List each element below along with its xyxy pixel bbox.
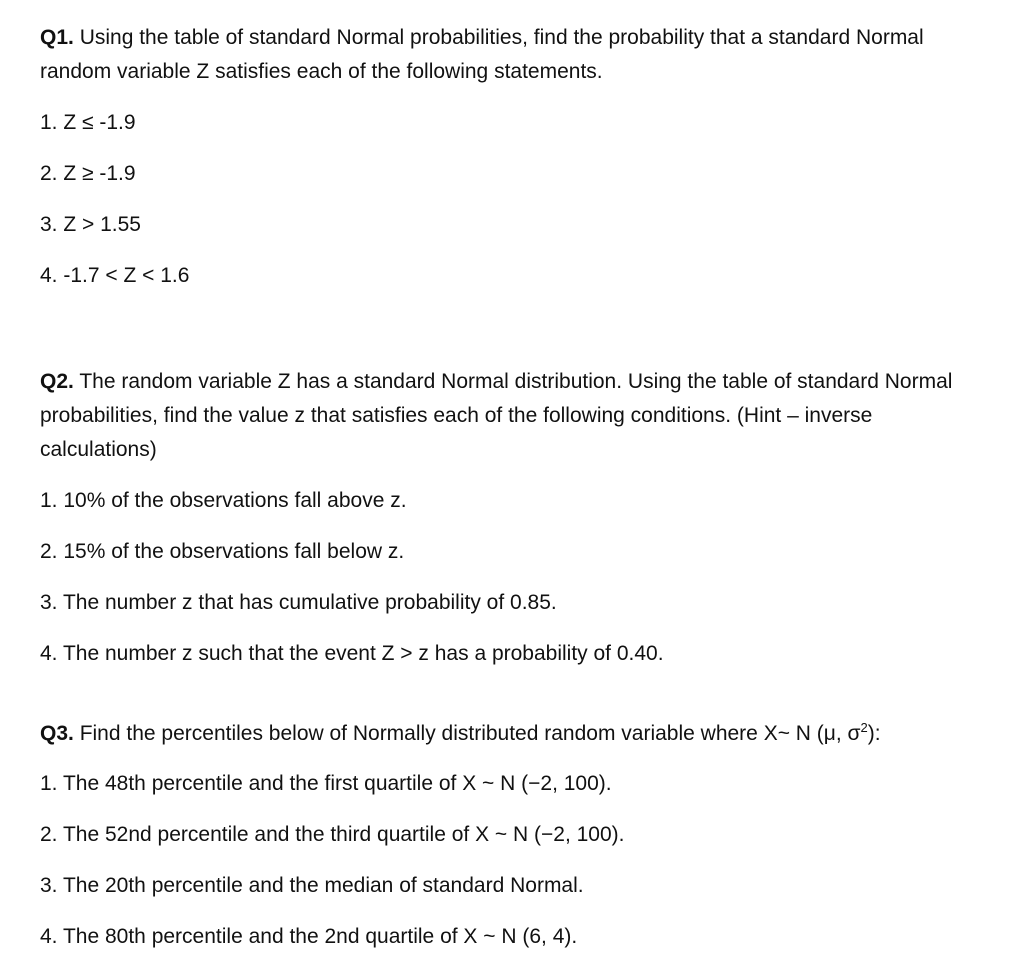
question-2-prompt [40,365,990,467]
question-1-item-4: 4. -1.7 < Z < 1.6 [40,264,190,287]
question-2-item-2: 2. 15% of the observations fall below z. [40,540,405,563]
question-3-label: Q3. [40,722,74,745]
question-3-item-4: 4. The 80th percentile and the 2nd quartile of X ~ N (6, 4). [40,925,578,948]
question-3-text: Find the percentiles below of Normally distributed random variable where X~ N (μ, σ [73,722,861,745]
question-1-item-3: 3. Z > 1.55 [40,213,141,236]
question-3-prompt [40,717,990,751]
question-1-label: Q1. [40,26,74,49]
question-1-item-2: 2. Z ≥ -1.9 [40,162,136,185]
question-1-text: Using the table of standard Normal probabilities, find the probability that a standard Normal random variable Z satisfies each of the following statements. [40,26,924,83]
question-3-text-end: ): [867,722,881,745]
question-3-item-1: 1. The 48th percentile and the first quartile of X ~ N (−2, 100). [40,772,612,795]
question-3-item-3: 3. The 20th percentile and the median of standard Normal. [40,874,584,897]
question-1-prompt [40,21,990,89]
question-2-label: Q2. [40,370,74,393]
question-2-item-4: 4. The number z such that the event Z > z has a probability of 0.40. [40,642,664,665]
question-2-text: The random variable Z has a standard Normal distribution. Using the table of standard Normal probabilities, find the value z that satisfies each of the following conditions. (Hint – inverse calculations) [40,370,953,461]
question-2-item-3: 3. The number z that has cumulative probability of 0.85. [40,591,557,614]
question-3-item-2: 2. The 52nd percentile and the third quartile of X ~ N (−2, 100). [40,823,625,846]
question-2-item-1: 1. 10% of the observations fall above z. [40,489,407,512]
question-3-superscript: 2 [860,720,868,735]
question-1-item-1: 1. Z ≤ -1.9 [40,111,136,134]
